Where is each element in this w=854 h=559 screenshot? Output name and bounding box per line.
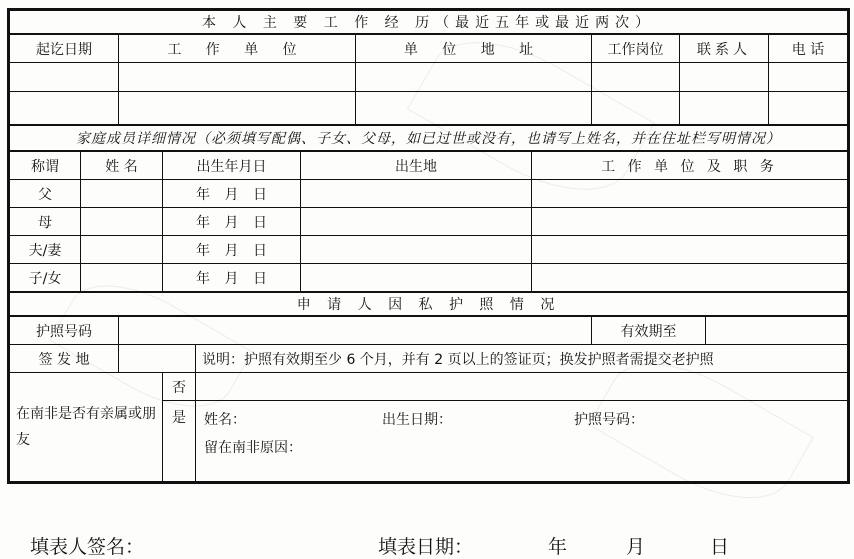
header-unit-address: 单 位 地 址 xyxy=(356,34,592,63)
passport-section-title: 申 请 人 因 私 护 照 情 况 xyxy=(9,292,849,316)
issue-place-field[interactable] xyxy=(119,345,196,373)
family-birthdate-field[interactable]: 年 月 日 xyxy=(163,236,301,264)
family-employer-field[interactable] xyxy=(532,236,849,264)
work-history-title: 本 人 主 要 工 作 经 历（最近五年或最近两次） xyxy=(9,10,849,35)
family-employer-field[interactable] xyxy=(532,208,849,236)
passport-number-label: 护照号码 xyxy=(9,316,119,345)
application-form-table xyxy=(7,8,850,484)
header-position: 工作岗位 xyxy=(592,34,680,63)
header-birthplace: 出生地 xyxy=(301,151,532,180)
family-employer-field[interactable] xyxy=(532,264,849,293)
issue-place-label: 签 发 地 xyxy=(9,345,119,373)
work-unit-field[interactable] xyxy=(119,63,356,92)
header-employer-title: 工 作 单 位 及 职 务 xyxy=(532,151,849,180)
family-row xyxy=(9,208,849,236)
work-period-field[interactable] xyxy=(9,63,119,92)
day-label: 日 xyxy=(710,536,730,558)
family-name-field[interactable] xyxy=(81,264,163,293)
work-row xyxy=(9,92,849,126)
work-row xyxy=(9,63,849,92)
passport-note: 说明：护照有效期至少 6 个月，并有 2 页以上的签证页；换发护照者需提交老护照 xyxy=(196,345,849,373)
relative-birthdate-label: 出生日期： xyxy=(382,412,452,428)
family-birthdate-field[interactable]: 年 月 日 xyxy=(163,180,301,208)
relation-label: 母 xyxy=(9,208,81,236)
month-label: 月 xyxy=(626,536,646,558)
passport-number-field[interactable] xyxy=(119,316,592,345)
header-name: 姓 名 xyxy=(81,151,163,180)
relative-passport-label: 护照号码： xyxy=(574,412,644,428)
yes-option[interactable]: 是 xyxy=(163,401,196,483)
signature-label: 填表人签名： xyxy=(30,536,145,558)
family-birthdate-field[interactable]: 年 月 日 xyxy=(163,264,301,293)
family-name-field[interactable] xyxy=(81,236,163,264)
no-option-field[interactable] xyxy=(196,373,849,401)
family-name-field[interactable] xyxy=(81,208,163,236)
year-label: 年 xyxy=(548,536,568,558)
relation-label: 父 xyxy=(9,180,81,208)
work-address-field[interactable] xyxy=(356,63,592,92)
family-birthplace-field[interactable] xyxy=(301,208,532,236)
relation-label: 子/女 xyxy=(9,264,81,293)
valid-until-field[interactable] xyxy=(706,316,849,345)
relation-label: 夫/妻 xyxy=(9,236,81,264)
no-option[interactable]: 否 xyxy=(163,373,196,401)
header-contact: 联系人 xyxy=(680,34,769,63)
work-phone-field[interactable] xyxy=(769,63,849,92)
work-contact-field[interactable] xyxy=(680,63,769,92)
family-row xyxy=(9,264,849,293)
relative-reason-label: 留在南非原因： xyxy=(204,440,302,456)
valid-until-label: 有效期至 xyxy=(592,316,706,345)
family-birthplace-field[interactable] xyxy=(301,264,532,293)
family-row xyxy=(9,180,849,208)
relatives-question: 在南非是否有亲属或朋友 xyxy=(9,373,163,483)
header-phone: 电 话 xyxy=(769,34,849,63)
family-name-field[interactable] xyxy=(81,180,163,208)
work-phone-field[interactable] xyxy=(769,92,849,126)
family-row xyxy=(9,236,849,264)
relative-name-label: 姓名： xyxy=(204,412,246,428)
relative-details-box xyxy=(196,401,849,483)
header-relation: 称谓 xyxy=(9,151,81,180)
work-contact-field[interactable] xyxy=(680,92,769,126)
family-section-title: 家庭成员详细情况（必须填写配偶、子女、父母，如已过世或没有，也请写上姓名，并在住址栏写明情况） xyxy=(9,125,849,151)
work-period-field[interactable] xyxy=(9,92,119,126)
fill-date-label: 填表日期： xyxy=(378,536,474,558)
family-birthplace-field[interactable] xyxy=(301,236,532,264)
work-position-field[interactable] xyxy=(592,92,680,126)
work-position-field[interactable] xyxy=(592,63,680,92)
work-address-field[interactable] xyxy=(356,92,592,126)
work-unit-field[interactable] xyxy=(119,92,356,126)
header-period: 起讫日期 xyxy=(9,34,119,63)
header-work-unit: 工 作 单 位 xyxy=(119,34,356,63)
family-birthdate-field[interactable]: 年 月 日 xyxy=(163,208,301,236)
form-footer xyxy=(0,530,854,558)
family-employer-field[interactable] xyxy=(532,180,849,208)
header-birthdate: 出生年月日 xyxy=(163,151,301,180)
family-birthplace-field[interactable] xyxy=(301,180,532,208)
